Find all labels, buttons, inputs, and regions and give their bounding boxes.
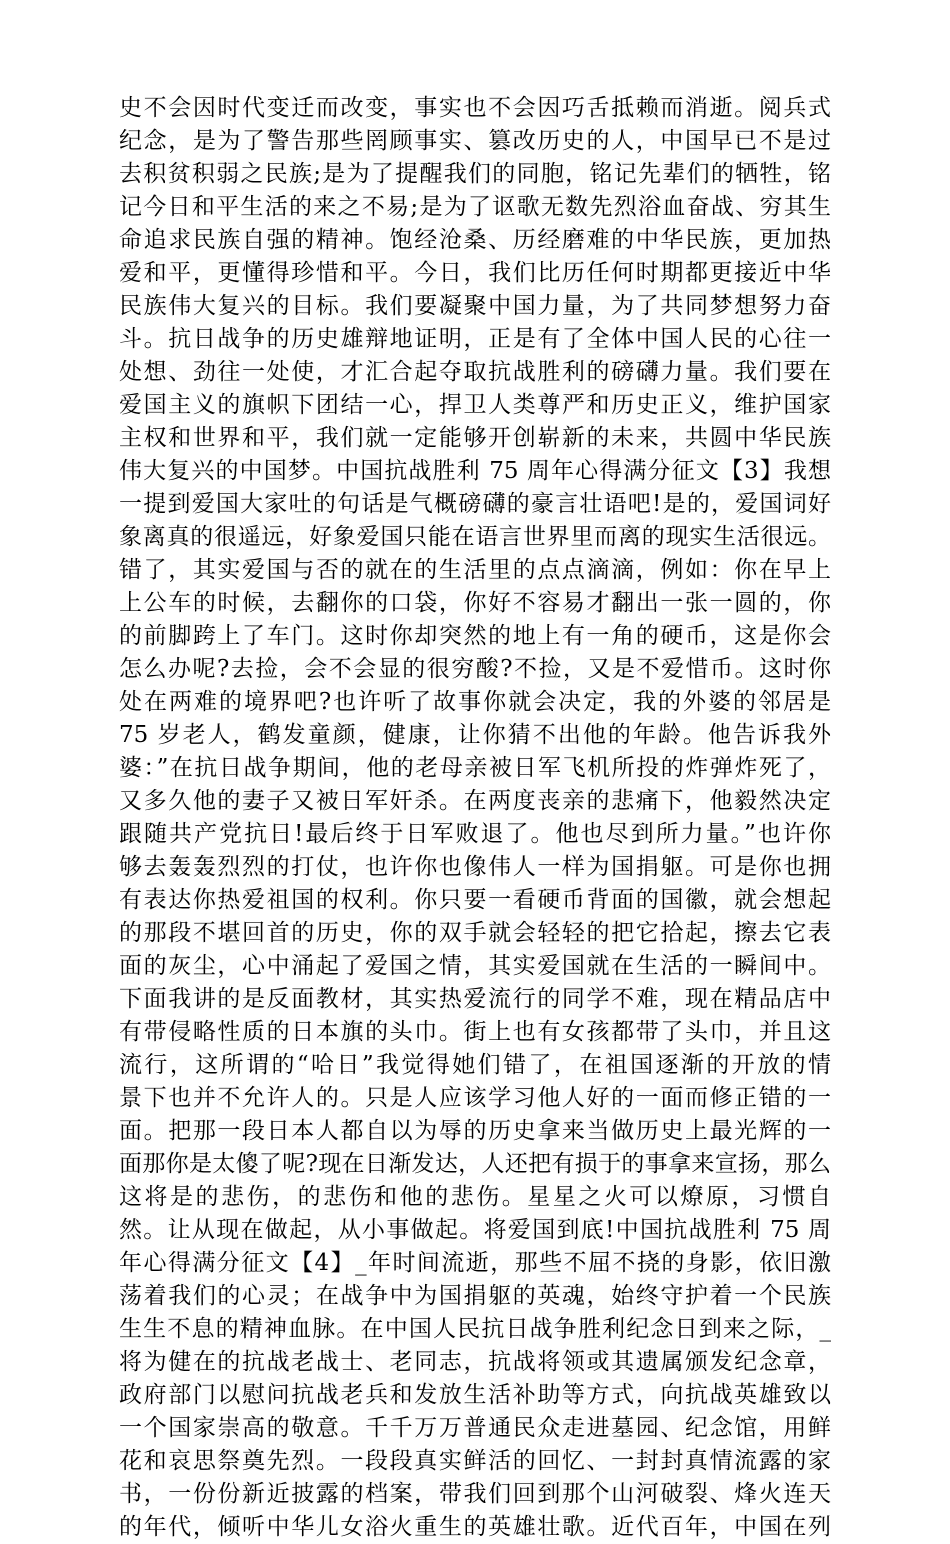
text-line: 婆：”在抗日战争期间，他的老母亲被日军飞机所投的炸弹炸死了， <box>119 755 831 781</box>
text-line: 错了，其实爱国与否的就在的生活里的点点滴滴，例如：你在早上 <box>119 557 831 583</box>
essay-body-text <box>119 92 831 1544</box>
text-line: 面的灰尘，心中涌起了爱国之情，其实爱国就在生活的一瞬间中。 <box>119 953 831 979</box>
text-line: 的年代，倾听中华儿女浴火重生的英雄壮歌。近代百年，中国在列 <box>119 1514 831 1540</box>
text-line: 书，一份份新近披露的档案，带我们回到那个山河破裂、烽火连天 <box>119 1481 831 1507</box>
text-line: 75 岁老人，鹤发童颜，健康，让你猜不出他的年龄。他告诉我外 <box>119 722 831 748</box>
text-line: 纪念，是为了警告那些罔顾事实、篡改历史的人，中国早已不是过 <box>119 128 831 154</box>
text-line: 的前脚跨上了车门。这时你却突然的地上有一角的硬币，这是你会 <box>119 623 831 649</box>
text-line: 爱和平，更懂得珍惜和平。今日，我们比历任何时期都更接近中华 <box>119 260 831 286</box>
text-line: 政府部门以慰问抗战老兵和发放生活补助等方式，向抗战英雄致以 <box>119 1382 831 1408</box>
text-line: 命追求民族自强的精神。饱经沧桑、历经磨难的中华民族，更加热 <box>119 227 831 253</box>
text-line: 怎么办呢?去捡，会不会显的很穷酸?不捡，又是不爱惜币。这时你 <box>119 656 831 682</box>
text-line: 面那你是太傻了呢?现在日渐发达，人还把有损于的事拿来宣扬，那么 <box>119 1151 831 1177</box>
text-line: 有表达你热爱祖国的权利。你只要一看硬币背面的国徽，就会想起 <box>119 887 831 913</box>
text-line: 的那段不堪回首的历史，你的双手就会轻轻的把它拾起，擦去它表 <box>119 920 831 946</box>
text-line: 流行，这所谓的“哈日”我觉得她们错了，在祖国逐渐的开放的情 <box>119 1052 831 1078</box>
text-line: 景下也并不允许人的。只是人应该学习他人好的一面而修正错的一 <box>119 1085 831 1111</box>
text-line: 主权和世界和平，我们就一定能够开创崭新的未来，共圆中华民族 <box>119 425 831 451</box>
text-line: 生生不息的精神血脉。在中国人民抗日战争胜利纪念日到来之际，_ <box>119 1316 831 1342</box>
text-line: 将为健在的抗战老战士、老同志，抗战将领或其遗属颁发纪念章， <box>119 1349 831 1375</box>
text-line: 这将是的悲伤，的悲伤和他的悲伤。星星之火可以燎原，习惯自 <box>119 1184 831 1210</box>
text-line: 记今日和平生活的来之不易;是为了讴歌无数先烈浴血奋战、穷其生 <box>119 194 831 220</box>
text-line: 然。让从现在做起，从小事做起。将爱国到底!中国抗战胜利 75 周 <box>119 1217 831 1243</box>
text-line: 有带侵略性质的日本旗的头巾。街上也有女孩都带了头巾，并且这 <box>119 1019 831 1045</box>
text-line: 又多久他的妻子又被日军奸杀。在两度丧亲的悲痛下，他毅然决定 <box>119 788 831 814</box>
text-line: 爱国主义的旗帜下团结一心，捍卫人类尊严和历史正义，维护国家 <box>119 392 831 418</box>
text-line: 下面我讲的是反面教材，其实热爱流行的同学不难，现在精品店中 <box>119 986 831 1012</box>
text-line: 面。把那一段日本人都自以为辱的历史拿来当做历史上最光辉的一 <box>119 1118 831 1144</box>
text-line: 够去轰轰烈烈的打仗，也许你也像伟人一样为国捐躯。可是你也拥 <box>119 854 831 880</box>
text-line: 民族伟大复兴的目标。我们要凝聚中国力量，为了共同梦想努力奋 <box>119 293 831 319</box>
text-line: 斗。抗日战争的历史雄辩地证明，正是有了全体中国人民的心往一 <box>119 326 831 352</box>
text-line: 象离真的很遥远，好象爱国只能在语言世界里而离的现实生活很远。 <box>119 524 831 550</box>
text-line: 史不会因时代变迁而改变，事实也不会因巧舌抵赖而消逝。阅兵式 <box>119 95 831 121</box>
text-line: 一提到爱国大家吐的句话是气概磅礴的豪言壮语吧!是的，爱国词好 <box>119 491 831 517</box>
text-line: 伟大复兴的中国梦。中国抗战胜利 75 周年心得满分征文【3】我想 <box>119 458 831 484</box>
text-line: 去积贫积弱之民族;是为了提醒我们的同胞，铭记先辈们的牺牲，铭 <box>119 161 831 187</box>
text-line: 上公车的时候，去翻你的口袋，你好不容易才翻出一张一圆的，你 <box>119 590 831 616</box>
text-line: 一个国家崇高的敬意。千千万万普通民众走进墓园、纪念馆，用鲜 <box>119 1415 831 1441</box>
text-line: 荡着我们的心灵；在战争中为国捐躯的英魂，始终守护着一个民族 <box>119 1283 831 1309</box>
text-line: 花和哀思祭奠先烈。一段段真实鲜活的回忆、一封封真情流露的家 <box>119 1448 831 1474</box>
text-line: 处在两难的境界吧?也许听了故事你就会决定，我的外婆的邻居是 <box>119 689 831 715</box>
text-line: 跟随共产党抗日!最后终于日军败退了。他也尽到所力量。”也许你 <box>119 821 831 847</box>
text-line: 处想、劲往一处使，才汇合起夺取抗战胜利的磅礴力量。我们要在 <box>119 359 831 385</box>
text-line: 年心得满分征文【4】_年时间流逝，那些不屈不挠的身影，依旧激 <box>119 1250 831 1276</box>
